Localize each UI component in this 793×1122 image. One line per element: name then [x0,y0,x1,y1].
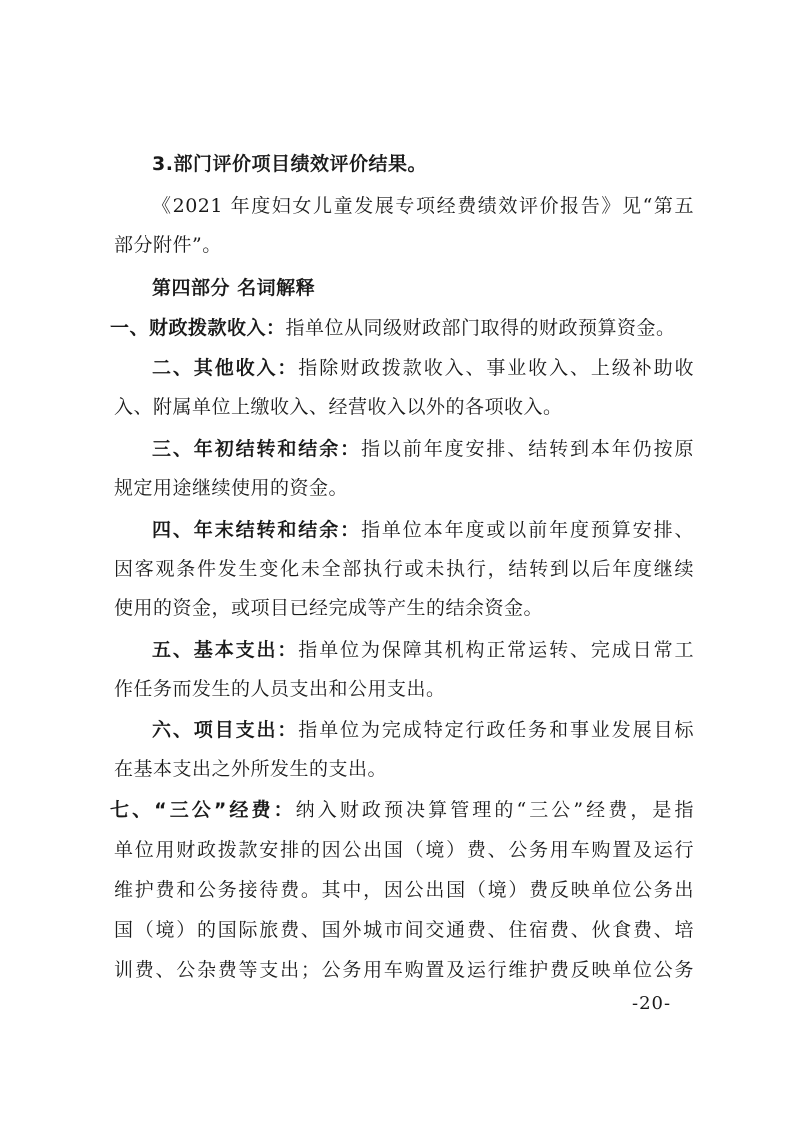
section-3-text-line: 部分附件”。 [114,234,222,256]
term-paragraph [152,518,694,542]
term-text: 指以前年度安排、结转到本年仍按原 [361,438,694,460]
page-number: -20- [632,993,672,1014]
term-text: 纳入财政预决算管理的“三公”经费，是指 [295,799,694,821]
term-paragraph [152,718,694,742]
term-paragraph [152,437,694,461]
term-text-line: 因客观条件发生变化未全部执行或未执行，结转到以后年度继续 [114,558,694,580]
term-text-line: 在基本支出之外所发生的支出。 [114,758,388,780]
term-text-line: 作任务而发生的人员支出和公用支出。 [114,678,446,700]
term-label: 一、财政拨款收入： [110,317,286,339]
term-label: 二、其他收入： [152,357,299,379]
term-text: 指单位从同级财政部门取得的财政预算资金。 [285,317,676,339]
term-paragraph [152,356,694,380]
section-3-text-line: 《2021 年度妇女儿童发展专项经费绩效评价报告》见“第五 [152,195,694,217]
term-paragraph [152,638,694,662]
term-text-line: 规定用途继续使用的资金。 [114,477,349,499]
term-label: 四、年末结转和结余： [152,519,361,541]
term-label: 三、年初结转和结余： [152,438,361,460]
term-text-line: 使用的资金，或项目已经完成等产生的结余资金。 [114,597,544,619]
term-label: 七、“三公”经费： [110,799,296,821]
term-text: 指除财政拨款收入、事业收入、上级补助收 [298,357,694,379]
term-text-line: 国（境）的国际旅费、国外城市间交通费、住宿费、伙食费、培 [114,919,694,941]
term-text-line: 单位用财政拨款安排的因公出国（境）费、公务用车购置及运行 [114,839,694,861]
term-paragraph [110,316,690,340]
term-label: 六、项目支出： [152,719,299,741]
term-text: 指单位为保障其机构正常运转、完成日常工 [298,639,694,661]
part-four-title: 第四部分 名词解释 [152,277,316,299]
term-paragraph [110,798,694,822]
term-text-line: 维护费和公务接待费。其中，因公出国（境）费反映单位公务出 [114,879,694,901]
term-label: 五、基本支出： [152,639,299,661]
term-text: 指单位为完成特定行政任务和事业发展目标 [298,719,694,741]
term-text-line: 入、附属单位上缴收入、经营收入以外的各项收入。 [114,396,563,418]
section-3-heading: 3.部门评价项目绩效评价结果。 [152,153,427,175]
term-text: 指单位本年度或以前年度预算安排、 [361,519,694,541]
term-text-line: 训费、公杂费等支出；公务用车购置及运行维护费反映单位公务 [114,959,694,981]
